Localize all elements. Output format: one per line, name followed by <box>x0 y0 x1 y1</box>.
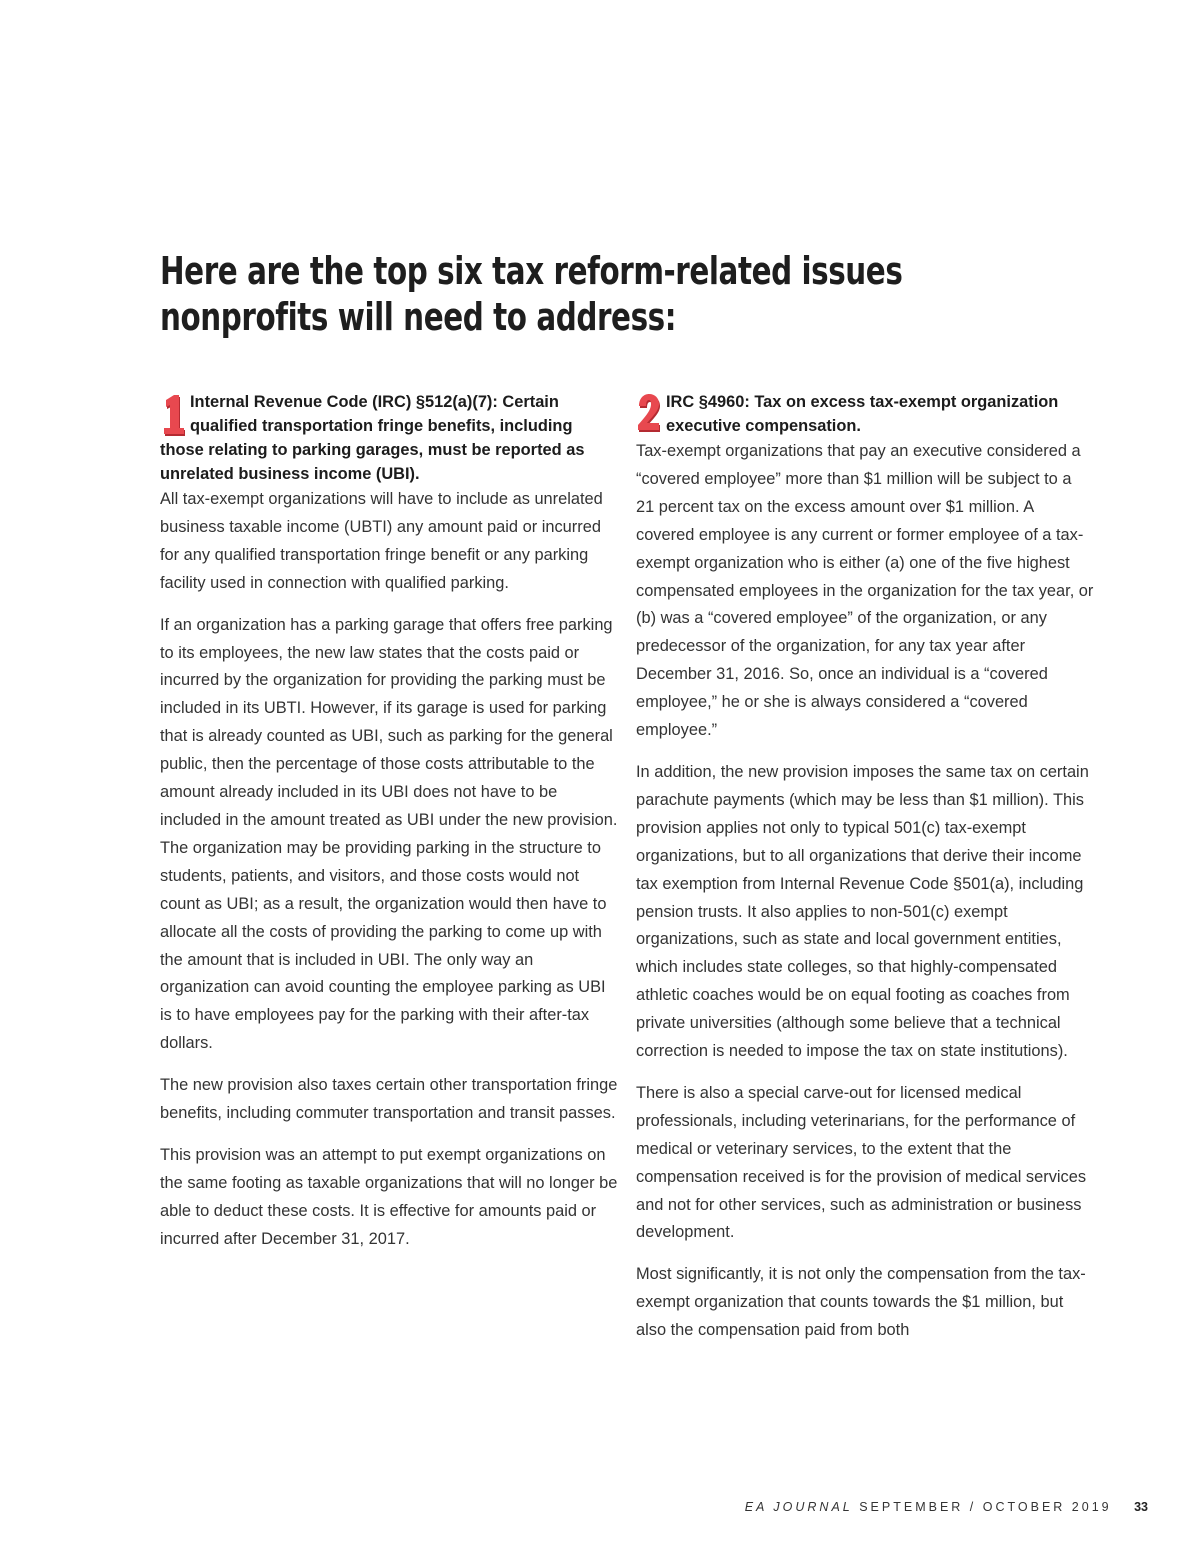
section-number-2-badge <box>636 392 662 438</box>
page-footer <box>745 1500 1148 1514</box>
page-number: 33 <box>1134 1500 1148 1514</box>
section-2-paragraph-4: Most significantly, it is not only the compensation from the tax-exempt organization that counts towards the $1 million, but also the compensation paid from both <box>636 1265 1086 1340</box>
section-number-1-badge <box>160 392 186 438</box>
section-1-paragraph-3: The new provision also taxes certain other transportation fringe benefits, including commuter transportation and transit passes. <box>160 1076 618 1123</box>
issue-date: SEPTEMBER / OCTOBER 2019 <box>859 1500 1112 1514</box>
section-2-heading-text: IRC §4960: Tax on excess tax-exempt organization executive compensation. <box>666 393 1059 435</box>
section-1-paragraph-2: If an organization has a parking garage that offers free parking to its employees, the new law states that the costs paid or incurred by the organization for providing the parking must be included in its UBTI. However, if its garage is used for parking that is already counted as UBI, such as parking for the general public, then the percentage of those costs attributable to the amount already included in its UBI does not have to be included in the amount treated as UBI under the new provision. The organization may be providing parking in the structure to students, patients, and visitors, and those costs would not count as UBI; as a result, the organization would then have to allocate all the costs of providing the parking to come up with the amount that is included in UBI. The only way an organization can avoid counting the employee parking as UBI is to have employees pay for the parking with their after-tax dollars. <box>160 615 618 1053</box>
journal-name: EA JOURNAL <box>744 1500 853 1514</box>
section-2-heading <box>636 390 1094 438</box>
page-heading-line-1: Here are the top six tax reform-related issues <box>160 249 903 293</box>
section-2-paragraph-2: In addition, the new provision imposes the same tax on certain parachute payments (which may be less than $1 million). This provision applies not only to typical 501(c) tax-exempt organizations, but to all organizations that derive their income tax exemption from Internal Revenue Code §501(a), including pension trusts. It also applies to non-501(c) exempt organizations, such as state and local government entities, which includes state colleges, so that highly-compensated athletic coaches would be on equal footing as coaches from private universities (although some believe that a technical correction is needed to impose the tax on state institutions). <box>636 762 1089 1061</box>
page-heading-line-2: nonprofits will need to address: <box>160 295 677 339</box>
page-heading <box>160 248 934 340</box>
section-1-heading-text: Internal Revenue Code (IRC) §512(a)(7): Certain qualified transportation fringe benefits, including those relating to parking garages, must be reported as unrelated business income (UBI). <box>160 393 585 483</box>
section-number-1 <box>160 392 186 438</box>
section-1 <box>160 390 618 1268</box>
section-1-paragraph-4: This provision was an attempt to put exempt organizations on the same footing as taxable organizations that will no longer be able to deduct these costs. It is effective for amounts paid or incurred after December 31, 2017. <box>160 1145 618 1248</box>
section-2-paragraph-1: Tax-exempt organizations that pay an executive considered a “covered employee” more than $1 million will be subject to a 21 percent tax on the excess amount over $1 million. A covered employee is any current or former employee of a tax-exempt organization who is either (a) one of the five highest compensated employees in the organization for the tax year, or (b) was a “covered employee” of the organization, or any predecessor of the organization, for any tax year after December 31, 2016. So, once an individual is a “covered employee,” he or she is always considered a “covered employee.” <box>636 442 1094 740</box>
section-number-2 <box>636 392 662 438</box>
section-1-paragraph-1: All tax-exempt organizations will have to include as unrelated business taxable income (UBTI) any amount paid or incurred for any qualified transportation fringe benefit or any parking facility used in connection with qualified parking. <box>160 490 603 592</box>
section-2 <box>636 390 1094 1359</box>
section-1-heading <box>160 390 618 486</box>
section-2-paragraph-3: There is also a special carve-out for licensed medical professionals, including veterinarians, for the performance of medical or veterinary services, to the extent that the compensation received is for the provision of medical services and not for other services, such as administration or business development. <box>636 1083 1087 1242</box>
